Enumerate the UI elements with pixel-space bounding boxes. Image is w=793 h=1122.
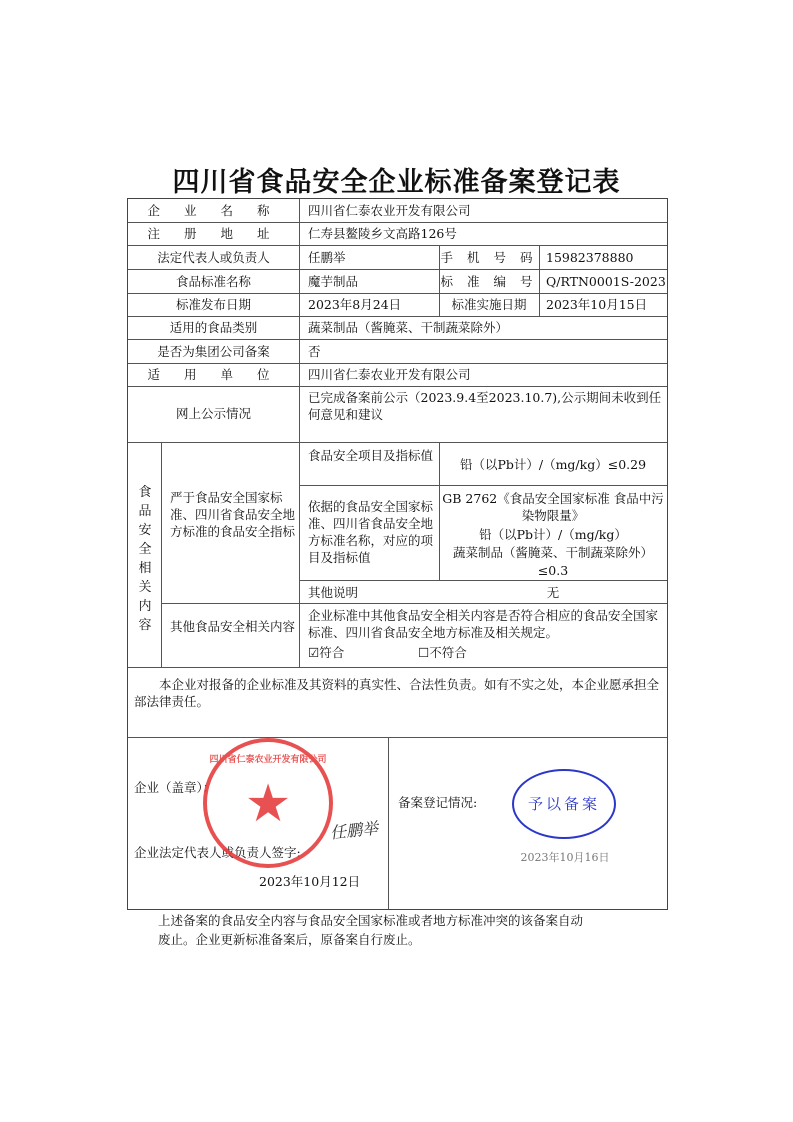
phone-value: 15982378880	[546, 250, 634, 265]
page-title: 四川省食品安全企业标准备案登记表	[172, 167, 621, 198]
category-label: 适用的食品类别	[169, 320, 258, 335]
legal-rep-label: 法定代表人或负责人	[157, 250, 270, 265]
impl-date-value: 2023年10月15日	[546, 297, 648, 312]
std-name-label: 食品标准名称	[175, 274, 251, 289]
sign-date: 2023年10月12日	[259, 874, 361, 889]
public-label: 网上公示情况	[175, 406, 251, 421]
group-label: 是否为集团公司备案	[157, 344, 270, 359]
company-name-value: 四川省仁泰农业开发有限公司	[308, 203, 471, 218]
safety-section-label: 食品安全相关内容	[138, 485, 152, 633]
phone-label: 手 机 号 码	[440, 250, 538, 265]
company-seal	[203, 738, 333, 868]
std-no-label: 标 准 编 号	[440, 274, 538, 289]
impl-date-label: 标准实施日期	[451, 297, 527, 312]
unit-label: 适 用 单 位	[147, 367, 280, 382]
legal-signature: 任鹏举	[329, 818, 379, 843]
public-value: 已完成备案前公示（2023.9.4至2023.10.7),公示期间未收到任何意见和建议	[308, 390, 662, 422]
star-icon: ★	[244, 774, 292, 834]
stricter-label: 严于食品安全国家标准、四川省食品安全地方标准的食品安全指标	[170, 490, 296, 539]
company-seal-label: 企业（盖章）：	[134, 780, 216, 795]
option-yes: ☑符合	[308, 645, 345, 660]
other-note-label: 其他说明	[308, 585, 359, 600]
address-value: 仁寿县鳌陵乡文高路126号	[308, 226, 457, 241]
item-value: 铅（以Pb计）/（mg/kg）≤0.29	[459, 457, 647, 472]
basis-label: 依据的食品安全国家标准、四川省食品安全地方标准名称，对应的项目及指标值	[308, 499, 434, 565]
category-value: 蔬菜制品（酱腌菜、干制蔬菜除外）	[308, 320, 509, 335]
declaration: 本企业对报备的企业标准及其资料的真实性、合法性负责。如有不实之处，本企业愿承担全部法律责任。	[134, 677, 660, 709]
std-no-value: Q/RTN0001S-2023	[546, 274, 666, 289]
company-name-label: 企 业 名 称	[147, 203, 280, 218]
other-text: 企业标准中其他食品安全相关内容是否符合相应的食品安全国家标准、四川省食品安全地方标准及相关规定。	[308, 608, 659, 640]
item-label: 食品安全项目及指标值	[308, 448, 434, 463]
group-value: 否	[308, 344, 321, 359]
basis-line-2: 铅（以Pb计）/（mg/kg）	[479, 527, 627, 542]
option-no: ☐不符合	[418, 645, 467, 660]
other-label: 其他食品安全相关内容	[170, 619, 296, 634]
other-note-value: 无	[546, 585, 560, 600]
footnote-line-1: 上述备案的食品安全内容与食品安全国家标准或者地方标准冲突的该备案自动	[158, 913, 584, 928]
publish-date-value: 2023年8月24日	[308, 297, 402, 312]
unit-value: 四川省仁泰农业开发有限公司	[308, 367, 471, 382]
std-name-value: 魔芋制品	[308, 274, 359, 289]
basis-line-4: ≤0.3	[537, 563, 569, 578]
basis-line-1: GB 2762《食品安全国家标准 食品中污染物限量》	[442, 491, 664, 523]
record-label: 备案登记情况:	[398, 795, 478, 810]
legal-sign-label: 企业法定代表人或负责人签字:	[134, 845, 301, 860]
address-label: 注 册 地 址	[147, 226, 280, 241]
seal-text: 四川省仁泰农业开发有限公司	[209, 755, 327, 765]
record-stamp: 予以备案	[512, 769, 616, 839]
record-date: 2023年10月16日	[520, 851, 610, 864]
basis-line-3: 蔬菜制品（酱腌菜、干制蔬菜除外）	[452, 545, 653, 560]
footnote-line-2: 废止。企业更新标准备案后，原备案自行废止。	[158, 932, 421, 947]
publish-date-label: 标准发布日期	[175, 297, 251, 312]
legal-rep-value: 任鹏举	[308, 250, 346, 265]
